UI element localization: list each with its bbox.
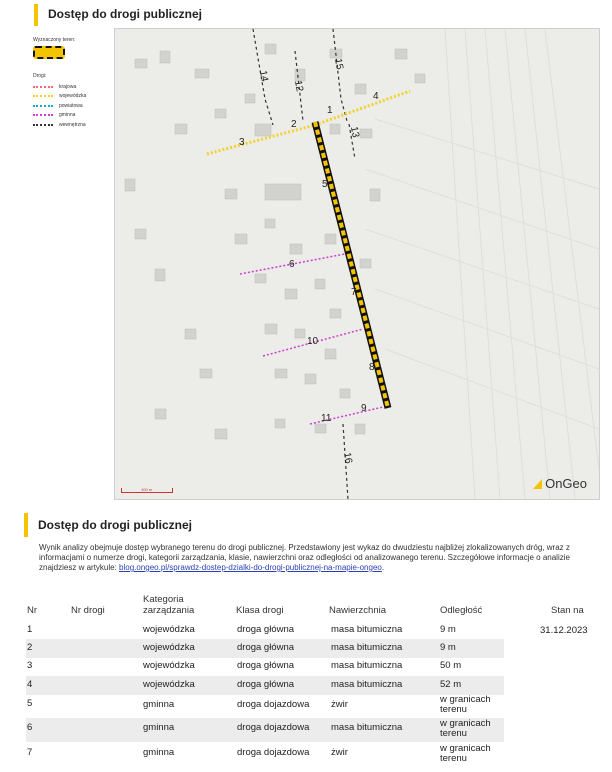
description-text: Wynik analizy obejmuje dostęp wybranego terenu do drogi publicznej. Przedstawiony jest wykaz do dwudziestu najbliżej zlokalizowanych dróg, wraz z informacjami o numerze drogi, kategorii zarządzania, klasie, nawierzchni oraz odległości od analizowanego terenu. Szczegółowe informacje o analizie znajdziesz w artykule: [39, 543, 570, 572]
cell-kategoria: wojewódzka [143, 660, 195, 671]
road-labels [239, 58, 379, 465]
table-row [26, 695, 504, 718]
cell-klasa: droga główna [237, 624, 295, 635]
cell-nawierzchnia: masa bitumiczna [331, 679, 403, 690]
legend-label: wojewódzka [59, 93, 87, 100]
col-header-nr-drogi: Nr drogi [71, 605, 105, 616]
table-row [26, 718, 504, 742]
cell-kategoria: gminna [143, 699, 175, 710]
col-header-nr: Nr [27, 605, 38, 616]
legend-item-gminna [33, 111, 113, 121]
stan-value: 31.12.2023 [540, 625, 588, 636]
legend-line-icon [33, 86, 53, 88]
cell-kategoria: wojewódzka [143, 679, 195, 690]
legend-item-wewnetrzna [33, 120, 113, 130]
legend-selected-caption: Wyznaczony teren: [33, 37, 76, 43]
cell-odleglosc-line1: w granicach [440, 718, 491, 729]
cell-klasa: droga główna [237, 679, 295, 690]
cell-klasa: droga główna [237, 660, 295, 671]
legend-item-wojewodzka [33, 92, 113, 102]
road-label-7: 7 [351, 287, 357, 298]
legend-line-icon [33, 105, 53, 107]
cell-klasa: droga dojazdowa [237, 699, 310, 710]
ongeo-logo-icon [533, 479, 542, 489]
road-label-2: 2 [291, 119, 297, 130]
legend-line-icon [33, 114, 53, 116]
cell-odleglosc [440, 625, 456, 635]
road-label-10: 10 [307, 336, 319, 347]
article-link[interactable]: blog.ongeo.pl/sprawdz-dostep-dzialki-do-drogi-publicznej-na-mapie-ongeo [119, 563, 382, 572]
col-header-klasa: Klasa drogi [236, 605, 284, 616]
road-label-1: 1 [327, 105, 333, 116]
road-label-5: 5 [322, 179, 328, 190]
ongeo-logo [533, 476, 587, 491]
table-row [26, 657, 504, 676]
cell-odleglosc-line1: w granicach [440, 743, 491, 754]
cell-odleglosc-line2: terenu [440, 728, 467, 739]
legend-label: wewnętrzna [59, 121, 86, 128]
road-label-13: 13 [348, 125, 361, 139]
cell-odleglosc [440, 744, 491, 764]
cell-kategoria: wojewódzka [143, 642, 195, 653]
cell-odleglosc [440, 680, 461, 690]
description-end: . [381, 563, 385, 572]
cell-kategoria: wojewódzka [143, 624, 195, 635]
cell-kategoria: gminna [143, 722, 175, 733]
cell-nawierzchnia: masa bitumiczna [331, 660, 403, 671]
internal-roads [253, 29, 355, 499]
ongeo-brand-text: OnGeo [545, 476, 587, 491]
road-label-9: 9 [361, 403, 367, 414]
legend-roads-caption: Drogi: [33, 73, 47, 79]
cell-nawierzchnia: żwir [331, 747, 348, 758]
cell-odleglosc-line2: terenu [440, 753, 467, 764]
road-label-6: 6 [289, 259, 295, 270]
legend-line-icon [33, 124, 53, 126]
cell-odleglosc-line1: 52 m [440, 679, 462, 690]
road-label-14: 14 [257, 69, 270, 83]
map-legend [33, 37, 113, 130]
section-accent-bar [24, 513, 28, 537]
cell-odleglosc-line1: 50 m [440, 660, 462, 671]
section-description [39, 543, 594, 573]
legend-label: krajowa [59, 83, 77, 90]
selected-area [315, 122, 388, 408]
voivodeship-roads [207, 91, 410, 154]
map-view[interactable] [114, 28, 600, 500]
scale-label: 100 m [141, 487, 153, 492]
cell-nawierzchnia: masa bitumiczna [331, 722, 403, 733]
road-label-3: 3 [239, 137, 245, 148]
cell-nr: 2 [27, 642, 33, 653]
legend-label: powiatowa [59, 102, 83, 109]
cell-odleglosc-line1: w granicach [440, 694, 491, 705]
cell-nawierzchnia: żwir [331, 699, 348, 710]
cell-nr: 6 [27, 722, 33, 733]
col-header-kategoria-line2: zarządzania [143, 605, 195, 616]
road-label-4: 4 [373, 91, 379, 102]
cell-nr: 5 [27, 698, 33, 709]
page-title: Dostęp do drogi publicznej [48, 7, 202, 21]
cell-nr: 3 [27, 660, 33, 671]
col-header-kategoria-line1: Kategoria [143, 594, 184, 605]
table-row [26, 742, 504, 768]
cell-kategoria: gminna [143, 747, 175, 758]
legend-line-icon [33, 95, 53, 97]
cell-odleglosc-line1: 9 m [440, 624, 456, 635]
col-header-odleglosc: Odległość [440, 605, 483, 616]
road-label-12: 12 [292, 79, 305, 93]
cell-odleglosc-line2: terenu [440, 704, 467, 715]
road-label-11: 11 [321, 413, 332, 424]
cell-odleglosc-line1: 9 m [440, 642, 456, 653]
road-label-16: 16 [341, 451, 354, 465]
legend-item-powiatowa [33, 101, 113, 111]
cell-odleglosc [440, 695, 491, 715]
map-canvas [115, 29, 599, 499]
map-fields [365, 29, 599, 499]
cell-klasa: droga dojazdowa [237, 747, 310, 758]
table-row [26, 639, 504, 658]
table-row [26, 620, 504, 639]
cell-klasa: droga główna [237, 642, 295, 653]
table-row [26, 676, 504, 695]
cell-odleglosc [440, 719, 491, 739]
cell-nr: 1 [27, 624, 33, 635]
road-label-8: 8 [369, 362, 375, 373]
legend-label: gminna [59, 112, 76, 119]
col-header-kategoria [143, 594, 194, 616]
cell-odleglosc [440, 661, 461, 671]
col-header-stan: Stan na [551, 605, 584, 616]
cell-odleglosc [440, 643, 456, 653]
cell-nawierzchnia: masa bitumiczna [331, 624, 403, 635]
col-header-nawierzchnia: Nawierzchnia [329, 605, 387, 616]
selected-area-swatch [33, 46, 65, 59]
legend-item-krajowa [33, 82, 113, 92]
cell-nawierzchnia: masa bitumiczna [331, 642, 403, 653]
road-label-15: 15 [332, 57, 345, 71]
cell-nr: 4 [27, 679, 33, 690]
cell-klasa: droga dojazdowa [237, 722, 310, 733]
cell-nr: 7 [27, 747, 33, 758]
header-accent-bar [34, 4, 38, 26]
section-title: Dostęp do drogi publicznej [38, 518, 192, 532]
